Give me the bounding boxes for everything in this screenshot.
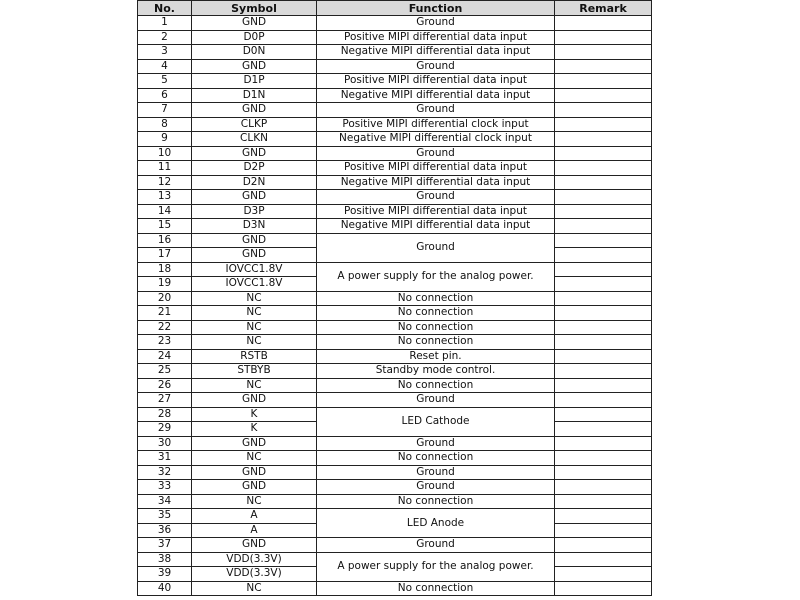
pin-symbol-cell: GND [192, 190, 317, 205]
table-row [138, 132, 652, 147]
pin-remark-cell [555, 538, 652, 553]
table-row [138, 378, 652, 393]
pin-number-cell: 39 [138, 567, 192, 582]
pin-remark-cell [555, 262, 652, 277]
table-row [138, 59, 652, 74]
pin-symbol-cell: NC [192, 451, 317, 466]
pin-symbol-cell: GND [192, 393, 317, 408]
pin-function-cell: Ground [317, 233, 555, 262]
pin-symbol-cell: A [192, 523, 317, 538]
pin-symbol-cell: IOVCC1.8V [192, 277, 317, 292]
pin-symbol-cell: IOVCC1.8V [192, 262, 317, 277]
pin-function-cell: Positive MIPI differential data input [317, 204, 555, 219]
table-row [138, 291, 652, 306]
pin-number-cell: 13 [138, 190, 192, 205]
pin-symbol-cell: D0P [192, 30, 317, 45]
pin-function-cell: Negative MIPI differential clock input [317, 132, 555, 147]
pin-remark-cell [555, 30, 652, 45]
pin-function-cell: LED Cathode [317, 407, 555, 436]
pin-number-cell: 19 [138, 277, 192, 292]
pin-symbol-cell: D1N [192, 88, 317, 103]
pin-remark-cell [555, 248, 652, 263]
table-row [138, 509, 652, 524]
pin-number-cell: 35 [138, 509, 192, 524]
table-row [138, 349, 652, 364]
table-row [138, 538, 652, 553]
pin-symbol-cell: RSTB [192, 349, 317, 364]
pin-number-cell: 11 [138, 161, 192, 176]
pin-number-cell: 7 [138, 103, 192, 118]
pin-symbol-cell: NC [192, 335, 317, 350]
table-row [138, 451, 652, 466]
pin-function-cell: Ground [317, 465, 555, 480]
table-row [138, 320, 652, 335]
pin-function-cell: No connection [317, 378, 555, 393]
pin-remark-cell [555, 480, 652, 495]
pin-number-cell: 5 [138, 74, 192, 89]
pin-symbol-cell: D0N [192, 45, 317, 60]
pin-remark-cell [555, 523, 652, 538]
table-row [138, 16, 652, 31]
pin-function-cell: Positive MIPI differential data input [317, 74, 555, 89]
pin-remark-cell [555, 161, 652, 176]
pin-function-cell: Positive MIPI differential data input [317, 30, 555, 45]
pin-remark-cell [555, 364, 652, 379]
pin-number-cell: 17 [138, 248, 192, 263]
table-row [138, 262, 652, 277]
pin-symbol-cell: VDD(3.3V) [192, 567, 317, 582]
pin-function-cell: Reset pin. [317, 349, 555, 364]
table-row [138, 581, 652, 596]
table-row [138, 306, 652, 321]
pin-function-cell: Standby mode control. [317, 364, 555, 379]
pin-function-cell: LED Anode [317, 509, 555, 538]
pin-function-cell: Ground [317, 480, 555, 495]
pin-remark-cell [555, 567, 652, 582]
pin-symbol-cell: NC [192, 494, 317, 509]
pin-remark-cell [555, 451, 652, 466]
pin-symbol-cell: CLKN [192, 132, 317, 147]
pin-number-cell: 21 [138, 306, 192, 321]
pin-function-cell: A power supply for the analog power. [317, 552, 555, 581]
pin-symbol-cell: GND [192, 146, 317, 161]
pin-symbol-cell: K [192, 422, 317, 437]
pin-number-cell: 28 [138, 407, 192, 422]
pin-number-cell: 33 [138, 480, 192, 495]
table-row [138, 175, 652, 190]
header-function: Function [317, 1, 555, 16]
table-row [138, 190, 652, 205]
pin-remark-cell [555, 132, 652, 147]
pin-number-cell: 6 [138, 88, 192, 103]
pin-remark-cell [555, 320, 652, 335]
pin-function-cell: Negative MIPI differential data input [317, 219, 555, 234]
pin-number-cell: 29 [138, 422, 192, 437]
pin-number-cell: 31 [138, 451, 192, 466]
pin-function-cell: No connection [317, 320, 555, 335]
pin-remark-cell [555, 16, 652, 31]
table-row [138, 74, 652, 89]
pin-function-cell: Negative MIPI differential data input [317, 45, 555, 60]
pin-remark-cell [555, 146, 652, 161]
pin-number-cell: 15 [138, 219, 192, 234]
pin-remark-cell [555, 407, 652, 422]
pin-symbol-cell: GND [192, 465, 317, 480]
pin-remark-cell [555, 190, 652, 205]
pin-function-cell: No connection [317, 581, 555, 596]
pin-function-cell: Negative MIPI differential data input [317, 88, 555, 103]
pin-symbol-cell: GND [192, 248, 317, 263]
pin-function-cell: Ground [317, 16, 555, 31]
pin-remark-cell [555, 59, 652, 74]
pin-remark-cell [555, 378, 652, 393]
pin-symbol-cell: D3N [192, 219, 317, 234]
pin-remark-cell [555, 88, 652, 103]
table-row [138, 30, 652, 45]
pin-symbol-cell: D1P [192, 74, 317, 89]
pin-remark-cell [555, 509, 652, 524]
pin-function-cell: Negative MIPI differential data input [317, 175, 555, 190]
pin-number-cell: 30 [138, 436, 192, 451]
table-row [138, 88, 652, 103]
table-row [138, 465, 652, 480]
pin-number-cell: 1 [138, 16, 192, 31]
pin-number-cell: 20 [138, 291, 192, 306]
pin-remark-cell [555, 349, 652, 364]
pin-symbol-cell: NC [192, 306, 317, 321]
pin-remark-cell [555, 581, 652, 596]
pin-symbol-cell: GND [192, 233, 317, 248]
header-no: No. [138, 1, 192, 16]
pin-number-cell: 2 [138, 30, 192, 45]
pin-function-cell: No connection [317, 494, 555, 509]
header-symbol: Symbol [192, 1, 317, 16]
pin-remark-cell [555, 103, 652, 118]
pin-function-cell: Ground [317, 190, 555, 205]
table-row [138, 480, 652, 495]
table-row [138, 161, 652, 176]
pin-symbol-cell: D2N [192, 175, 317, 190]
table-row [138, 146, 652, 161]
pin-number-cell: 16 [138, 233, 192, 248]
pin-function-cell: No connection [317, 291, 555, 306]
pin-symbol-cell: GND [192, 436, 317, 451]
pin-symbol-cell: NC [192, 320, 317, 335]
pin-function-cell: Ground [317, 538, 555, 553]
pin-remark-cell [555, 233, 652, 248]
pin-number-cell: 32 [138, 465, 192, 480]
pin-symbol-cell: GND [192, 480, 317, 495]
pin-function-cell: No connection [317, 335, 555, 350]
table-row [138, 204, 652, 219]
pin-number-cell: 24 [138, 349, 192, 364]
header-row [138, 1, 652, 16]
pin-function-cell: No connection [317, 306, 555, 321]
table-row [138, 117, 652, 132]
pin-remark-cell [555, 306, 652, 321]
pin-symbol-cell: NC [192, 291, 317, 306]
pin-function-cell: Positive MIPI differential data input [317, 161, 555, 176]
pin-number-cell: 8 [138, 117, 192, 132]
pin-remark-cell [555, 45, 652, 60]
pin-symbol-cell: VDD(3.3V) [192, 552, 317, 567]
pin-symbol-cell: K [192, 407, 317, 422]
pin-symbol-cell: A [192, 509, 317, 524]
header-remark: Remark [555, 1, 652, 16]
pin-remark-cell [555, 335, 652, 350]
pin-number-cell: 36 [138, 523, 192, 538]
table-row [138, 407, 652, 422]
pin-function-cell: Positive MIPI differential clock input [317, 117, 555, 132]
pin-remark-cell [555, 436, 652, 451]
pin-remark-cell [555, 219, 652, 234]
pin-number-cell: 23 [138, 335, 192, 350]
pin-remark-cell [555, 175, 652, 190]
pin-remark-cell [555, 204, 652, 219]
pin-number-cell: 10 [138, 146, 192, 161]
table-row [138, 436, 652, 451]
pin-number-cell: 26 [138, 378, 192, 393]
pin-symbol-cell: GND [192, 16, 317, 31]
pin-symbol-cell: NC [192, 378, 317, 393]
pin-number-cell: 27 [138, 393, 192, 408]
pin-number-cell: 34 [138, 494, 192, 509]
pin-symbol-cell: STBYB [192, 364, 317, 379]
pin-function-cell: Ground [317, 103, 555, 118]
pin-number-cell: 22 [138, 320, 192, 335]
pin-remark-cell [555, 494, 652, 509]
pin-number-cell: 14 [138, 204, 192, 219]
pin-remark-cell [555, 465, 652, 480]
pin-number-cell: 4 [138, 59, 192, 74]
pin-function-cell: Ground [317, 146, 555, 161]
table-row [138, 103, 652, 118]
table-row [138, 364, 652, 379]
table-row [138, 233, 652, 248]
pin-symbol-cell: GND [192, 538, 317, 553]
pin-remark-cell [555, 277, 652, 292]
pin-symbol-cell: GND [192, 103, 317, 118]
pin-function-cell: A power supply for the analog power. [317, 262, 555, 291]
pin-symbol-cell: CLKP [192, 117, 317, 132]
pin-number-cell: 18 [138, 262, 192, 277]
pin-number-cell: 38 [138, 552, 192, 567]
pin-remark-cell [555, 74, 652, 89]
pin-remark-cell [555, 552, 652, 567]
pin-definition-table [137, 0, 652, 596]
pin-function-cell: Ground [317, 436, 555, 451]
pin-symbol-cell: D2P [192, 161, 317, 176]
pin-function-cell: No connection [317, 451, 555, 466]
table-header [138, 1, 652, 16]
pin-number-cell: 25 [138, 364, 192, 379]
pin-number-cell: 12 [138, 175, 192, 190]
pin-remark-cell [555, 291, 652, 306]
pin-remark-cell [555, 117, 652, 132]
pin-remark-cell [555, 393, 652, 408]
pin-number-cell: 40 [138, 581, 192, 596]
pin-number-cell: 37 [138, 538, 192, 553]
pin-symbol-cell: GND [192, 59, 317, 74]
table-row [138, 45, 652, 60]
table-row [138, 393, 652, 408]
table-row [138, 552, 652, 567]
table-body [138, 16, 652, 596]
pin-remark-cell [555, 422, 652, 437]
pin-number-cell: 9 [138, 132, 192, 147]
pin-number-cell: 3 [138, 45, 192, 60]
table-row [138, 219, 652, 234]
pin-symbol-cell: D3P [192, 204, 317, 219]
table-row [138, 335, 652, 350]
table-row [138, 494, 652, 509]
pin-function-cell: Ground [317, 59, 555, 74]
pin-function-cell: Ground [317, 393, 555, 408]
pin-symbol-cell: NC [192, 581, 317, 596]
